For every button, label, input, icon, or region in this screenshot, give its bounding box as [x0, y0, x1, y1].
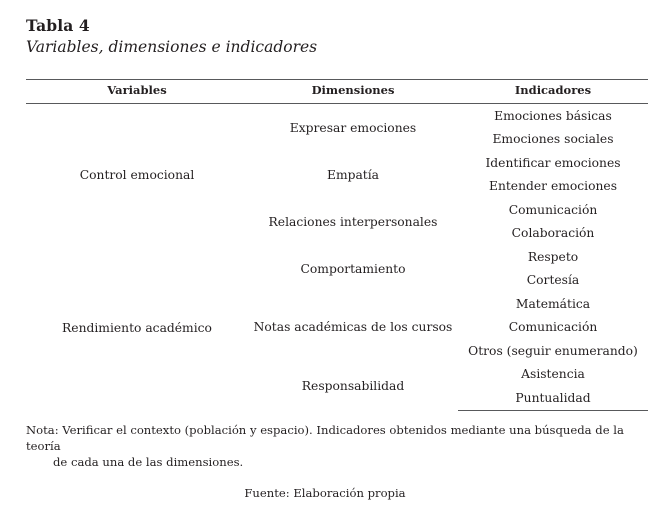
table-note	[26, 422, 646, 471]
table-title: Variables, dimensiones e indicadores	[26, 38, 318, 56]
indicator-cell: Comunicación	[508, 320, 598, 335]
variable-cell: Rendimiento académico	[62, 320, 212, 335]
dimension-cell: Notas académicas de los cursos	[253, 320, 453, 335]
note-label: Nota:	[26, 422, 59, 437]
table-source: Fuente: Elaboración propia	[244, 485, 406, 500]
indicator-cell: Asistencia	[521, 367, 585, 382]
dimension-cell: Comportamiento	[300, 261, 406, 276]
table-row	[26, 104, 648, 128]
indicator-cell: Colaboración	[511, 226, 595, 241]
indicator-cell: Emociones sociales	[492, 132, 614, 147]
indicator-cell: Respeto	[527, 249, 579, 264]
indicator-cell: Comunicación	[508, 202, 598, 217]
dimension-cell: Relaciones interpersonales	[268, 214, 438, 229]
indicator-cell: Emociones básicas	[494, 108, 612, 123]
note-text-line2: de cada una de las dimensiones.	[53, 455, 244, 470]
column-header-indicadores: Indicadores	[458, 80, 648, 104]
dimension-cell: Empatía	[326, 167, 380, 182]
column-header-variables: Variables	[26, 80, 248, 104]
indicator-cell: Puntualidad	[458, 386, 648, 410]
indicator-cell: Identificar emociones	[485, 155, 621, 170]
indicator-cell: Cortesía	[526, 273, 580, 288]
data-table	[26, 79, 648, 411]
indicator-cell: Entender emociones	[488, 179, 618, 194]
dimension-cell: Responsabilidad	[301, 379, 405, 394]
variable-cell: Control emocional	[79, 167, 195, 182]
table-row	[26, 245, 648, 269]
dimension-cell: Expresar emociones	[289, 120, 417, 135]
indicator-cell: Otros (seguir enumerando)	[468, 343, 638, 358]
table-header-row	[26, 80, 648, 104]
column-header-dimensiones: Dimensiones	[248, 80, 458, 104]
table-number: Tabla 4	[26, 16, 90, 35]
note-text-line1: Verificar el contexto (población y espacio). Indicadores obtenidos mediante una búsqueda de la teoría	[26, 422, 624, 453]
indicator-cell: Matemática	[515, 296, 591, 311]
